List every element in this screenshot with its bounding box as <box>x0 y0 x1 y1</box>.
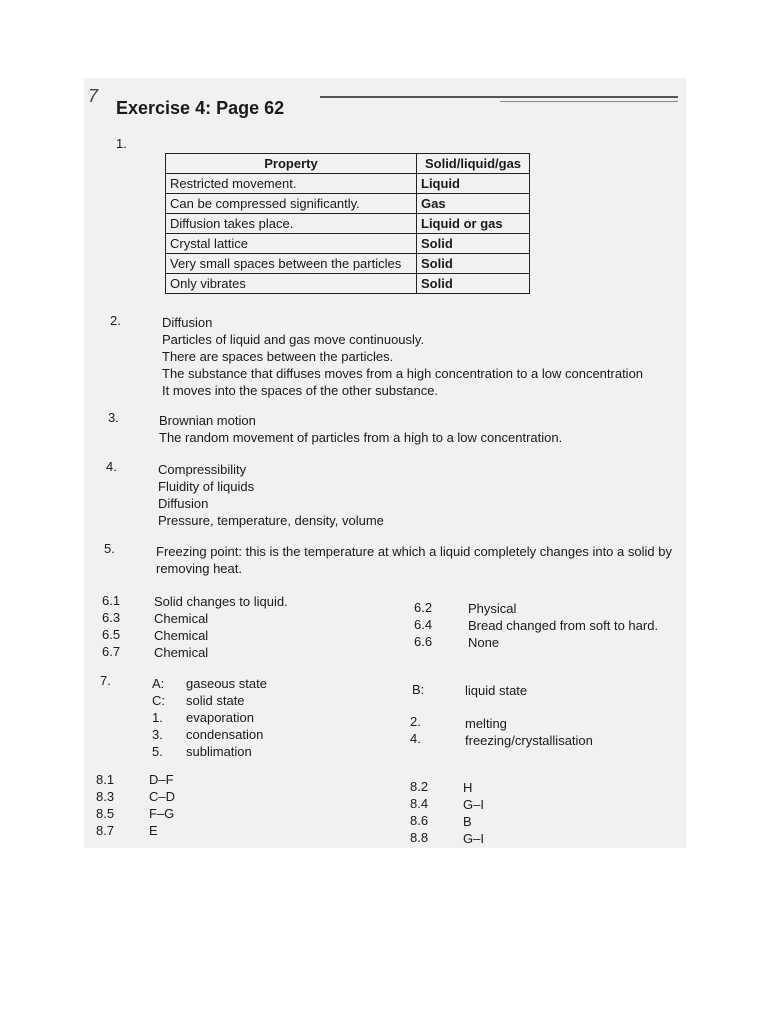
sub-key: C: <box>152 693 165 708</box>
property-cell: Very small spaces between the particles <box>166 254 417 274</box>
sub-answer: sublimation <box>186 744 252 759</box>
page-title: Exercise 4: Page 62 <box>116 98 285 118</box>
sub-number: 8.6 <box>410 813 429 828</box>
sub-number: 8.8 <box>410 830 429 845</box>
answer-line: Brownian motion <box>159 413 256 428</box>
sub-number: 8.3 <box>96 789 115 804</box>
sub-answer: Physical <box>468 601 517 616</box>
sub-number: 8.2 <box>410 779 429 794</box>
sub-number: 6.1 <box>102 593 121 608</box>
property-cell: Only vibrates <box>166 274 417 294</box>
q3-number: 3. <box>108 410 119 425</box>
corner-mark: 7 <box>88 86 99 106</box>
sub-number: 6.3 <box>102 610 121 625</box>
sub-answer: Solid changes to liquid. <box>154 594 288 609</box>
q2-answer <box>162 314 643 399</box>
sub-number: 6.2 <box>414 600 433 615</box>
table-row <box>166 254 530 274</box>
q5-answer <box>156 543 672 577</box>
sub-key: 5. <box>152 744 163 759</box>
sub-number: 8.4 <box>410 796 429 811</box>
state-cell: Liquid or gas <box>417 214 530 234</box>
sub-key: A: <box>152 676 165 691</box>
q8-left-numbers <box>96 771 114 839</box>
q2-number: 2. <box>110 313 121 328</box>
q7-left-answers <box>186 675 267 760</box>
q7-right-keys <box>410 713 421 747</box>
q7-b-answer: liquid state <box>465 683 528 698</box>
property-cell: Restricted movement. <box>166 174 417 194</box>
answer-line: removing heat. <box>156 561 242 576</box>
sub-answer: solid state <box>186 693 245 708</box>
q7-number: 7. <box>100 673 111 688</box>
property-cell: Crystal lattice <box>166 234 417 254</box>
q7-b-key: B: <box>412 682 425 697</box>
sub-answer: C–D <box>149 789 176 804</box>
header-property: Property <box>166 154 417 174</box>
sub-key: 1. <box>152 710 163 725</box>
sub-number: 6.6 <box>414 634 433 649</box>
q6-left-numbers <box>102 592 120 660</box>
table-row <box>166 274 530 294</box>
sub-key: 2. <box>410 714 421 729</box>
state-cell: Solid <box>417 254 530 274</box>
sub-key: 4. <box>410 731 421 746</box>
answer-line: Diffusion <box>158 496 209 511</box>
q3-answer <box>159 412 562 446</box>
header-rule-thin <box>500 101 678 102</box>
state-cell: Liquid <box>417 174 530 194</box>
q6-left-answers <box>154 593 288 661</box>
sub-answer: H <box>463 780 473 795</box>
sub-answer: Chemical <box>154 628 209 643</box>
q1-number: 1. <box>116 136 127 151</box>
sub-number: 8.7 <box>96 823 115 838</box>
sub-key: 3. <box>152 727 163 742</box>
q4-answer <box>158 461 384 529</box>
property-cell: Diffusion takes place. <box>166 214 417 234</box>
state-cell: Gas <box>417 194 530 214</box>
answer-line: The random movement of particles from a high to a low concentration. <box>159 430 563 445</box>
property-table <box>165 153 530 294</box>
sub-number: 6.5 <box>102 627 121 642</box>
sub-answer: gaseous state <box>186 676 267 691</box>
sub-answer: None <box>468 635 500 650</box>
q7-right-answers <box>465 715 593 749</box>
answer-line: Freezing point: this is the temperature at which a liquid completely changes into a solid by <box>156 544 672 559</box>
sub-answer: G–I <box>463 797 484 812</box>
q6-right-answers <box>468 600 658 651</box>
sub-answer: Chemical <box>154 611 209 626</box>
state-cell: Solid <box>417 234 530 254</box>
sub-answer: E <box>149 823 158 838</box>
property-cell: Can be compressed significantly. <box>166 194 417 214</box>
answer-line: There are spaces between the particles. <box>162 349 394 364</box>
table-row <box>166 214 530 234</box>
q5-number: 5. <box>104 541 115 556</box>
sub-answer: B <box>463 814 472 829</box>
answer-line: Compressibility <box>158 462 247 477</box>
table-row <box>166 234 530 254</box>
table-row <box>166 174 530 194</box>
sub-number: 8.1 <box>96 772 115 787</box>
sub-answer: evaporation <box>186 710 254 725</box>
header-state: Solid/liquid/gas <box>417 154 530 174</box>
sub-number: 6.7 <box>102 644 121 659</box>
q4-number: 4. <box>106 459 117 474</box>
sub-answer: F–G <box>149 806 175 821</box>
table-row <box>166 194 530 214</box>
sub-answer: G–I <box>463 831 484 846</box>
sub-answer: condensation <box>186 727 264 742</box>
state-cell: Solid <box>417 274 530 294</box>
answer-line: It moves into the spaces of the other substance. <box>162 383 439 398</box>
sub-answer: D–F <box>149 772 174 787</box>
answer-line: Diffusion <box>162 315 213 330</box>
sub-number: 8.5 <box>96 806 115 821</box>
answer-line: The substance that diffuses moves from a high concentration to a low concentration <box>162 366 644 381</box>
sub-answer: freezing/crystallisation <box>465 733 593 748</box>
q8-right-answers <box>463 779 484 847</box>
answer-line: Particles of liquid and gas move continuously. <box>162 332 425 347</box>
answer-line: Fluidity of liquids <box>158 479 255 494</box>
sub-number: 6.4 <box>414 617 433 632</box>
sub-answer: melting <box>465 716 507 731</box>
q8-right-numbers <box>410 778 428 846</box>
sub-answer: Chemical <box>154 645 209 660</box>
answer-line: Pressure, temperature, density, volume <box>158 513 384 528</box>
q6-right-numbers <box>414 599 432 650</box>
table-header-row <box>166 154 530 174</box>
q7-left-keys <box>152 675 165 760</box>
header-rule <box>320 96 678 98</box>
sub-answer: Bread changed from soft to hard. <box>468 618 659 633</box>
q8-left-answers <box>149 771 175 839</box>
